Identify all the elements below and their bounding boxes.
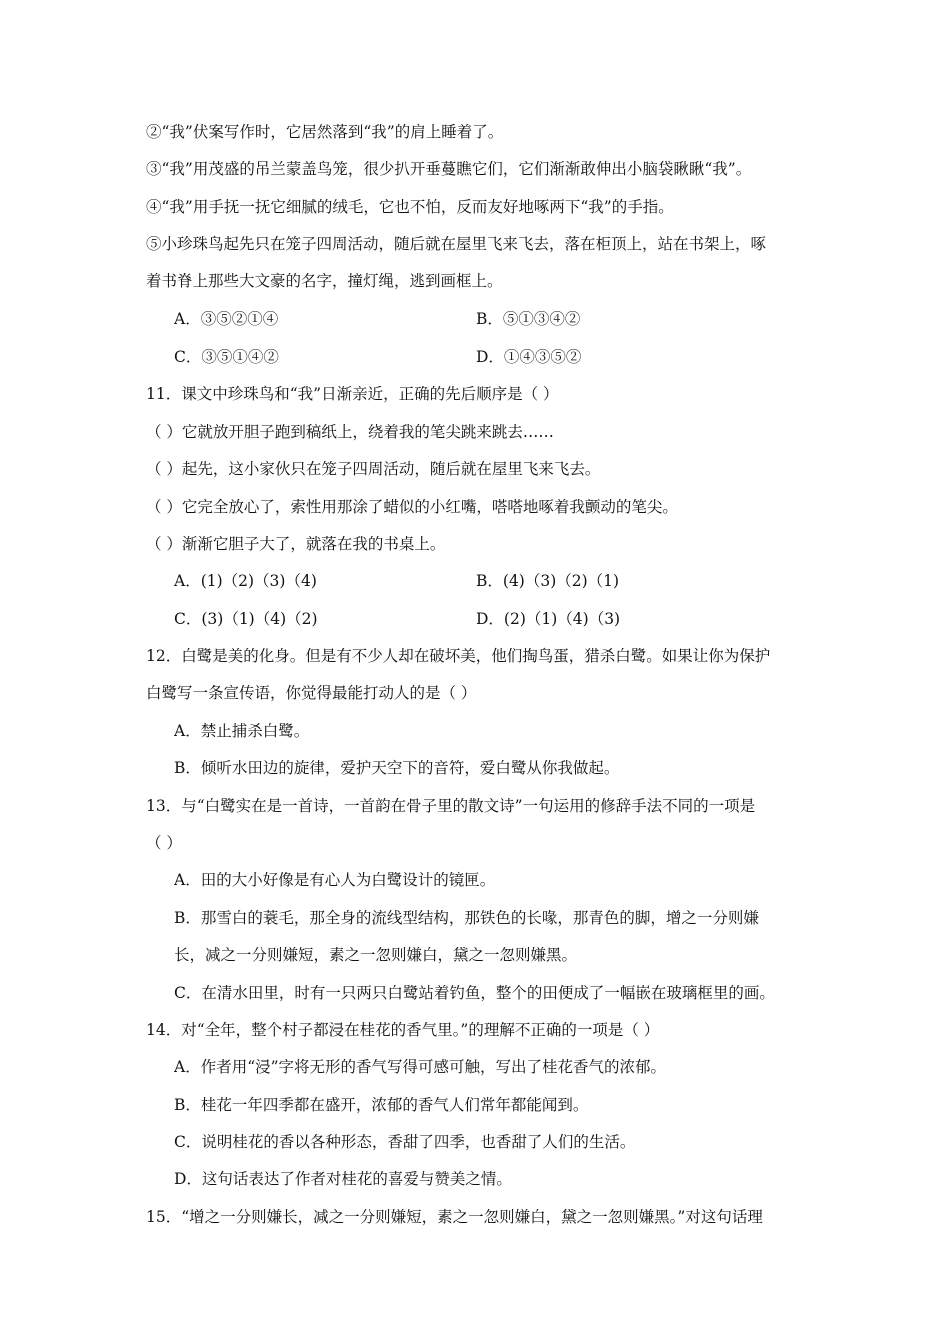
q10-option-b: B．⑤①③④②: [476, 310, 581, 328]
q11-option-c: C．(3)（1)（4)（2): [174, 610, 318, 628]
q11-option-d: D．(2)（1)（4)（3): [476, 610, 621, 628]
q12-option-b: B．倾听水田边的旋律，爱护天空下的音符，爱白鹭从你我做起。: [174, 759, 620, 777]
q12-option-a: A．禁止捕杀白鹭。: [174, 722, 310, 740]
q10-option-a: A．③⑤②①④: [174, 310, 279, 328]
q11-option-b: B．(4)（3)（2)（1): [476, 572, 620, 590]
q15-stem-line1: 15．“增之一分则嫌长，减之一分则嫌短，素之一忽则嫌白，黛之一忽则嫌黑。”对这句话理: [146, 1208, 763, 1226]
q11-item-1: （ ）它就放开胆子跑到稿纸上，绕着我的笔尖跳来跳去……: [146, 423, 554, 441]
q10-item-3: ③“我”用茂盛的吊兰蒙盖鸟笼，很少扒开垂蔓瞧它们，它们渐渐敢伸出小脑袋瞅瞅“我”。: [146, 160, 752, 178]
q13-option-c: C．在清水田里，时有一只两只白鹭站着钓鱼，整个的田便成了一幅嵌在玻璃框里的画。: [174, 984, 775, 1002]
q10-item-2: ②“我”伏案写作时，它居然落到“我”的肩上睡着了。: [146, 123, 504, 141]
q10-option-c: C．③⑤①④②: [174, 348, 279, 366]
q14-option-b: B．桂花一年四季都在盛开，浓郁的香气人们常年都能闻到。: [174, 1096, 589, 1114]
q14-stem: 14．对“全年，整个村子都浸在桂花的香气里。”的理解不正确的一项是（ ）: [146, 1021, 660, 1039]
q11-item-4: （ ）渐渐它胆子大了，就落在我的书桌上。: [146, 535, 446, 553]
q14-option-a: A．作者用“浸”字将无形的香气写得可感可触，写出了桂花香气的浓郁。: [174, 1058, 667, 1076]
q11-option-a: A．(1)（2)（3)（4): [174, 572, 317, 590]
q12-stem-line1: 12．白鹭是美的化身。但是有不少人却在破坏美，他们掏鸟蛋，猎杀白鹭。如果让你为保护: [146, 647, 771, 665]
q13-stem-line2: （ ）: [146, 834, 182, 852]
q10-option-d: D．①④③⑤②: [476, 348, 582, 366]
q10-item-5-line1: ⑤小珍珠鸟起先只在笼子四周活动，随后就在屋里飞来飞去，落在柜顶上，站在书架上，啄: [146, 235, 767, 253]
q10-item-5-line2: 着书脊上那些大文豪的名字，撞灯绳，逃到画框上。: [146, 272, 503, 290]
q13-option-b-line1: B．那雪白的蓑毛，那全身的流线型结构，那铁色的长喙，那青色的脚，增之一分则嫌: [174, 909, 759, 927]
q11-item-3: （ ）它完全放心了，索性用那涂了蜡似的小红嘴，嗒嗒地啄着我颤动的笔尖。: [146, 498, 678, 516]
q11-item-2: （ ）起先，这小家伙只在笼子四周活动，随后就在屋里飞来飞去。: [146, 460, 601, 478]
q14-option-c: C．说明桂花的香以各种形态，香甜了四季，也香甜了人们的生活。: [174, 1133, 636, 1151]
q13-stem-line1: 13．与“白鹭实在是一首诗，一首韵在骨子里的散文诗”一句运用的修辞手法不同的一项是: [146, 797, 756, 815]
q10-item-4: ④“我”用手抚一抚它细腻的绒毛，它也不怕，反而友好地啄两下“我”的手指。: [146, 198, 674, 216]
q13-option-b-line2: 长，减之一分则嫌短，素之一忽则嫌白，黛之一忽则嫌黑。: [174, 946, 578, 964]
q13-option-a: A．田的大小好像是有心人为白鹭设计的镜匣。: [174, 871, 496, 889]
q11-stem: 11．课文中珍珠鸟和“我”日渐亲近，正确的先后顺序是（ ）: [146, 385, 559, 403]
q14-option-d: D．这句话表达了作者对桂花的喜爱与赞美之情。: [174, 1170, 512, 1188]
q12-stem-line2: 白鹭写一条宣传语，你觉得最能打动人的是（ ）: [146, 684, 477, 702]
